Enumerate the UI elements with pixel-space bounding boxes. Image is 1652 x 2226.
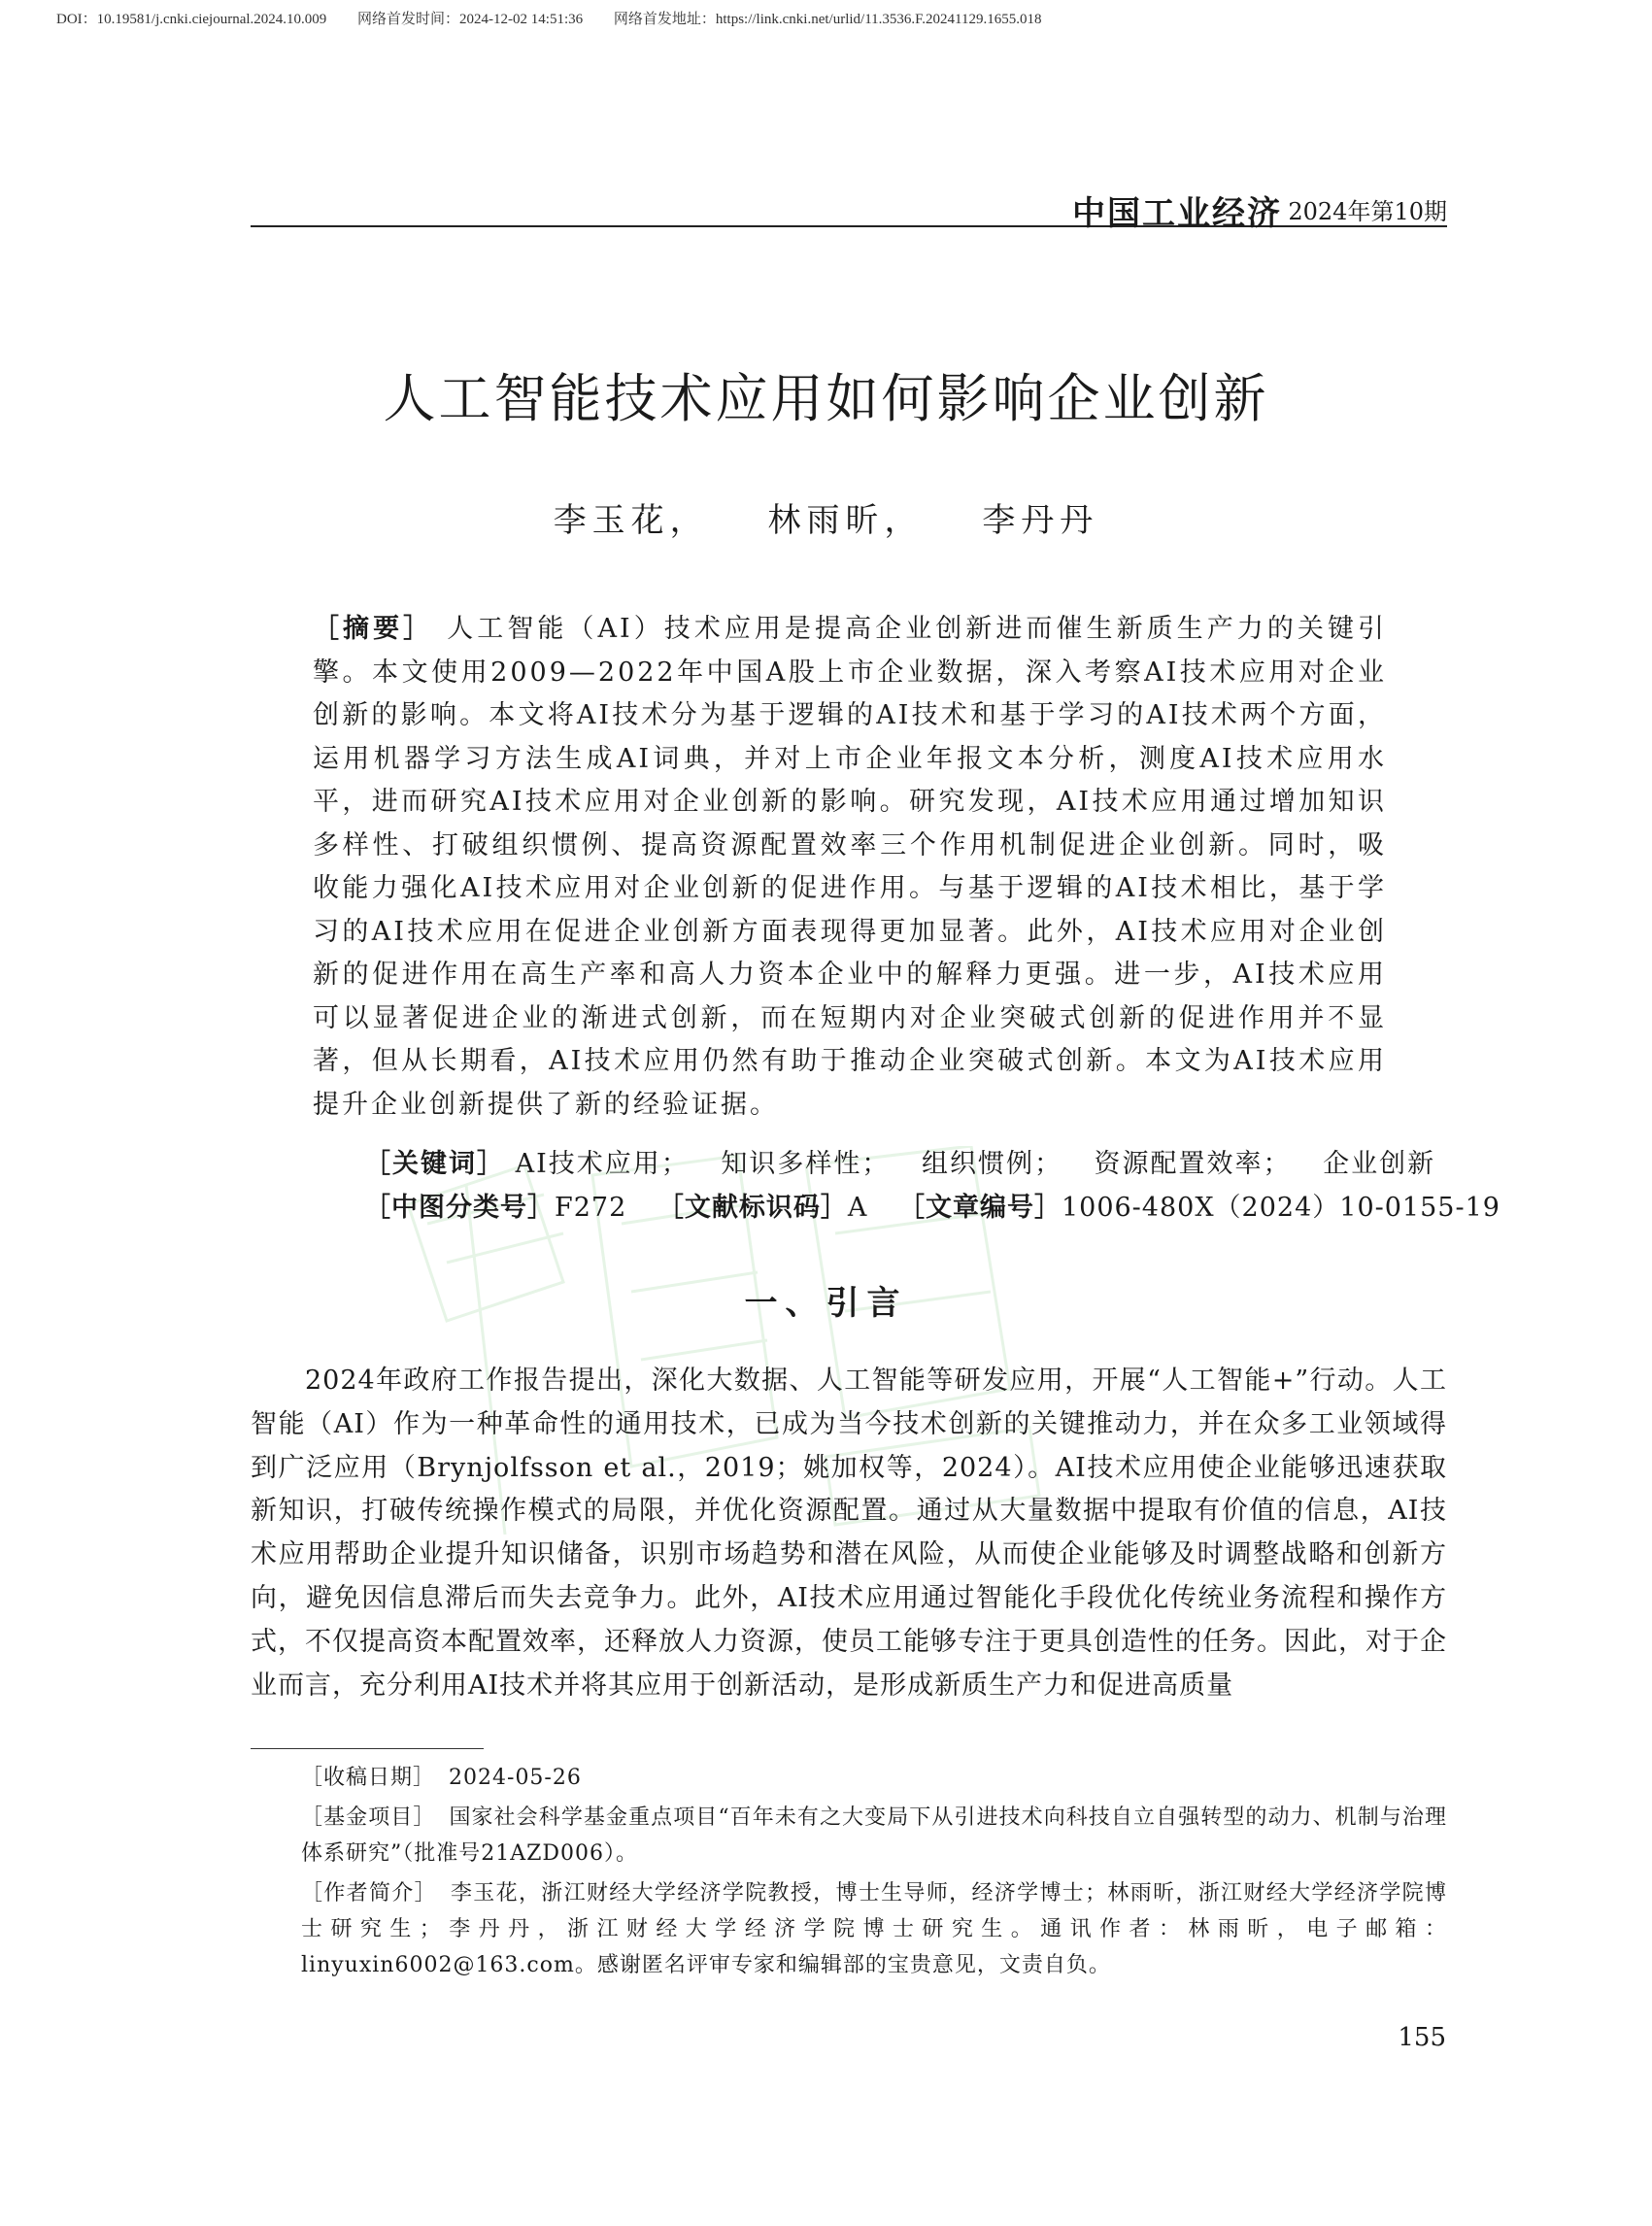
footnote-authors: [301, 1875, 1447, 1983]
keyword: 资源配置效率；: [1094, 1149, 1292, 1179]
footnote-text: 2024-05-26: [449, 1766, 582, 1790]
doc-code-label: ［文献标识码］: [657, 1193, 848, 1223]
footnote-divider: [251, 1748, 484, 1749]
author-name: 林雨昕，: [767, 501, 924, 540]
clc-label: ［中图分类号］: [364, 1193, 555, 1223]
footnote-label: ［收稿日期］: [301, 1766, 436, 1790]
footnote-label: ［作者简介］: [301, 1881, 437, 1906]
author-name: 李丹丹: [982, 501, 1099, 540]
paper-title: 人工智能技术应用如何影响企业创新: [383, 368, 1269, 429]
body-paragraph: 2024年政府工作报告提出，深化大数据、人工智能等研发应用，开展“人工智能+”行动。人工智能（AI）作为一种革命性的通用技术，已成为当今技术创新的关键推动力，并在众多工业领域得到广泛应用（Brynjolfsson et al.，2019；姚加权等，2024）。AI技术应用使企业能够迅速获取新知识，打破传统操作模式的局限，并优化资源配置。通过从大量数据中提取有价值的信息，AI技术应用帮助企业提升知识储备，识别市场趋势和潜在风险，从而使企业能够及时调整战略和创新方向，避免因信息滞后而失去竞争力。此外，AI技术应用通过智能化手段优化传统业务流程和操作方式，不仅提高资本配置效率，还释放人力资源，使员工能够专注于更具创造性的任务。因此，对于企业而言，充分利用AI技术并将其应用于创新活动，是形成新质生产力和促进高质量: [251, 1366, 1447, 1701]
journal-header: [251, 185, 1447, 233]
keyword: 企业创新: [1323, 1149, 1436, 1179]
abstract: [313, 608, 1387, 1127]
page-number: 155: [1398, 2023, 1446, 2052]
footnote-text: 李玉花，浙江财经大学经济学院教授，博士生导师，经济学博士；林雨昕，浙江财经大学经济学院博士研究生；李丹丹，浙江财经大学经济学院博士研究生。通讯作者：林雨昕，电子邮箱：linyuxin6002@163.com。感谢匿名评审专家和编辑部的宝贵意见，文责自负。: [301, 1881, 1447, 1977]
doc-code-value: A: [847, 1193, 868, 1223]
keyword: AI技术应用；: [515, 1149, 690, 1179]
clc-value: F272: [555, 1193, 627, 1223]
section-title: 一、引言: [744, 1284, 908, 1323]
author-name: 李玉花，: [553, 501, 709, 540]
keyword: 知识多样性；: [721, 1149, 891, 1179]
footnote-text: 国家社会科学基金重点项目“百年未有之大变局下从引进技术向科技自立自强转型的动力、机制与治理体系研究”（批准号21AZD006）。: [301, 1805, 1447, 1866]
journal-issue: 2024年第10期: [1288, 198, 1447, 225]
keywords: [364, 1142, 1457, 1180]
online-url: 网络首发地址：https://link.cnki.net/urlid/11.3536.F.20241129.1655.018: [613, 12, 1042, 27]
footnote-funding: [301, 1800, 1447, 1872]
abstract-label: ［摘要］: [313, 614, 434, 644]
online-time: 网络首发时间：2024-12-02 14:51:36: [357, 12, 584, 27]
footnote-label: ［基金项目］: [301, 1805, 436, 1830]
author-list: [0, 493, 1652, 541]
abstract-text: 人工智能（AI）技术应用是提高企业创新进而催生新质生产力的关键引擎。本文使用2009—2022年中国A股上市企业数据，深入考察AI技术应用对企业创新的影响。本文将AI技术分为基于逻辑的AI技术和基于学习的AI技术两个方面，运用机器学习方法生成AI词典，并对上市企业年报文本分析，测度AI技术应用水平，进而研究AI技术应用对企业创新的影响。研究发现，AI技术应用通过增加知识多样性、打破组织惯例、提高资源配置效率三个作用机制促进企业创新。同时，吸收能力强化AI技术应用对企业创新的促进作用。与基于逻辑的AI技术相比，基于学习的AI技术应用在促进企业创新方面表现得更加显著。此外，AI技术应用对企业创新的促进作用在高生产率和高人力资本企业中的解释力更强。进一步，AI技术应用可以显著促进企业的渐进式创新，而在短期内对企业突破式创新的促进作用并不显著，但从长期看，AI技术应用仍然有助于推动企业突破式创新。本文为AI技术应用提升企业创新提供了新的经验证据。: [313, 614, 1387, 1120]
doi-text: DOI：10.19581/j.cnki.ciejournal.2024.10.009: [56, 12, 327, 27]
classification-line: [364, 1186, 1522, 1224]
doi-line: [56, 8, 1068, 28]
journal-name: 中国工业经济: [1072, 194, 1282, 233]
keyword: 组织惯例；: [921, 1149, 1062, 1179]
footnotes: [301, 1760, 1447, 1987]
article-number-value: 1006-480X（2024）10-0155-19: [1061, 1193, 1500, 1223]
keywords-label: ［关键词］: [364, 1149, 505, 1179]
footnote-received: [301, 1760, 1447, 1796]
article-number-label: ［文章编号］: [897, 1193, 1062, 1223]
